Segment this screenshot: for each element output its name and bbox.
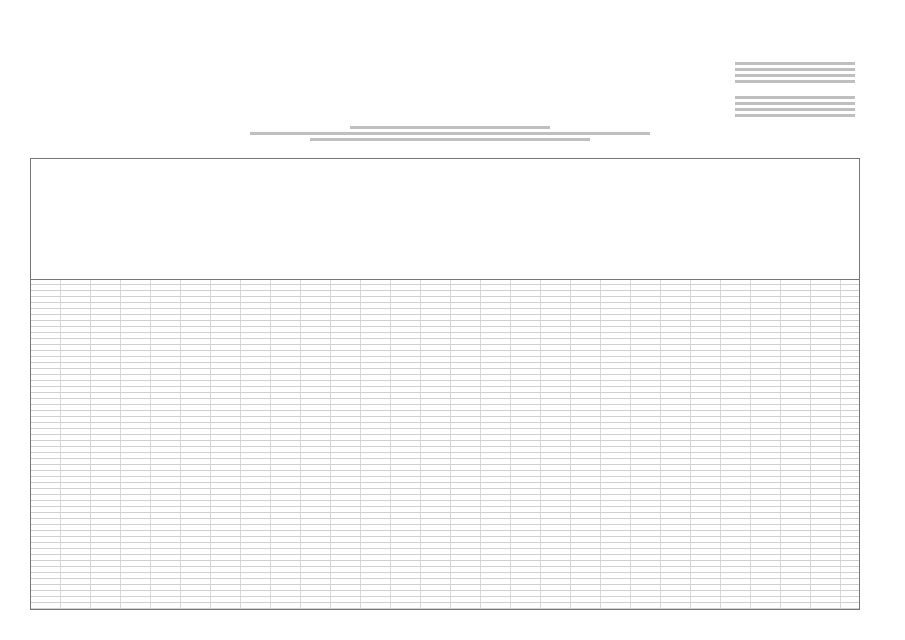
title-block (250, 126, 650, 144)
table-header (31, 159, 859, 280)
investment-program-table (30, 158, 860, 610)
approval-notes-block (735, 62, 855, 120)
